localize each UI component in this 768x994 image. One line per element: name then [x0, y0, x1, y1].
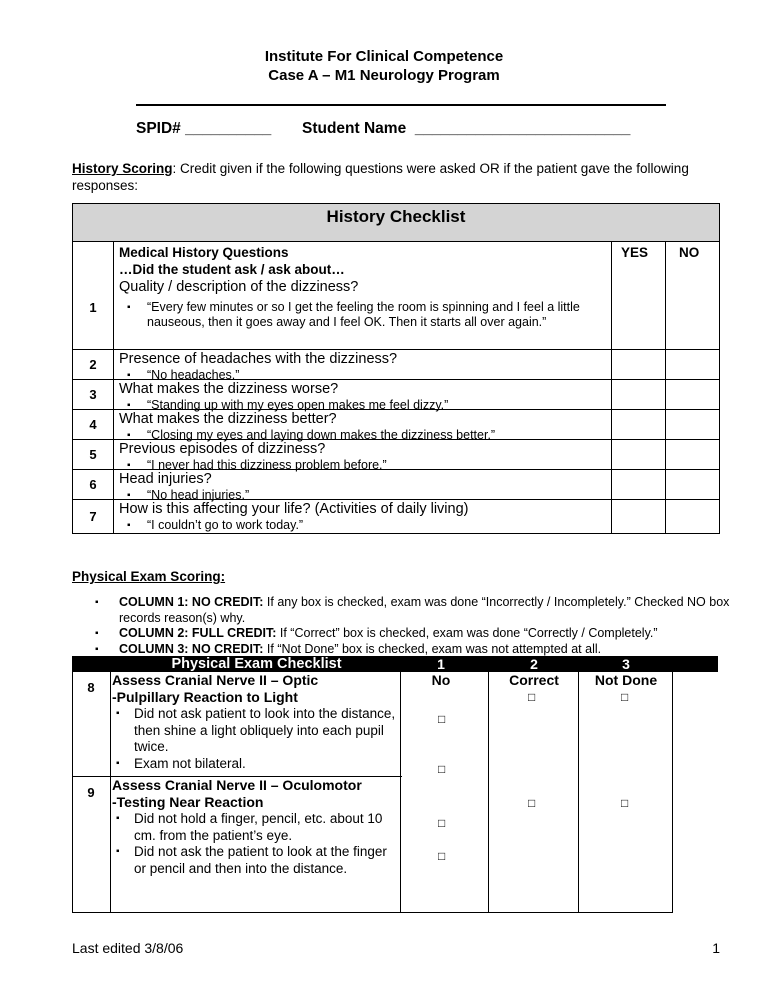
physical-exam-scoring-label: Physical Exam Scoring:: [72, 569, 226, 584]
yes-column-header: YES: [621, 245, 649, 260]
patient-response: ▪ “I couldn’t go to work today.”: [119, 518, 609, 533]
checkbox-8-correct[interactable]: □: [528, 690, 536, 704]
col3-label: Not Done: [594, 672, 658, 688]
exam-row-number: 8: [87, 680, 95, 695]
exam-item-9: [112, 777, 398, 877]
patient-response: ▪ “No head injuries.”: [119, 488, 609, 503]
checkbox-8-not-done[interactable]: □: [621, 690, 629, 704]
col2-label: Correct: [509, 672, 559, 688]
exam-bullet: ▪ Did not hold a finger, pencil, etc. about 10 cm. from the patient’s eye.: [112, 811, 398, 844]
row-number: 4: [89, 417, 97, 432]
col3-number: 3: [622, 656, 630, 672]
exam-bullet: ▪ Did not ask patient to look into the distance, then shine a light obliquely into each pupil twice.: [112, 706, 398, 756]
exam-bullet: ▪ Did not ask the patient to look at the finger or pencil and then into the distance.: [112, 844, 398, 877]
checkbox-9-no-1[interactable]: □: [438, 816, 446, 830]
row-number: 1: [89, 300, 97, 315]
exam-subheading: -Pulpillary Reaction to Light: [112, 689, 298, 705]
patient-response: ▪ “Closing my eyes and laying down makes the dizziness better.”: [119, 428, 609, 443]
page-number: 1: [712, 940, 720, 956]
checkbox-9-correct[interactable]: □: [528, 796, 536, 810]
history-scoring-note: [72, 160, 712, 194]
patient-response: ▪ “Standing up with my eyes open makes me feel dizzy.”: [119, 398, 609, 413]
scoring-item: ▪ COLUMN 2: FULL CREDIT: If “Correct” box is checked, exam was done “Correctly / Completely.”: [95, 626, 735, 642]
history-row-5: [73, 439, 719, 472]
row-number: 2: [89, 357, 97, 372]
question-text: Previous episodes of dizziness?: [119, 441, 326, 457]
question-text: Quality / description of the dizziness?: [119, 279, 359, 295]
exam-heading: Assess Cranial Nerve II – Optic: [112, 672, 319, 688]
row-number: 7: [89, 509, 97, 524]
checkbox-9-not-done[interactable]: □: [621, 796, 629, 810]
patient-response: ▪ “No headaches.”: [119, 368, 609, 383]
patient-response: ▪ “I never had this dizziness problem before.”: [119, 458, 609, 473]
question-text: What makes the dizziness worse?: [119, 381, 339, 397]
exam-subheading: -Testing Near Reaction: [112, 794, 264, 810]
checkbox-9-no-2[interactable]: □: [438, 849, 446, 863]
history-checklist-table: [72, 203, 720, 534]
exam-row-number: 9: [87, 785, 95, 800]
question-text: What makes the dizziness better?: [119, 411, 337, 427]
physical-exam-scoring-list: [95, 595, 735, 657]
row-number: 5: [89, 447, 97, 462]
student-name-field[interactable]: Student Name _________________________: [302, 120, 631, 137]
patient-response: ▪ “Every few minutes or so I get the feeling the room is spinning and I feel a little nauseous, then it goes away and I feel OK. Then it starts all over again.”: [119, 300, 609, 330]
history-row-7: [73, 499, 719, 533]
exam-bullet: ▪ Exam not bilateral.: [112, 756, 398, 773]
history-row-3: [73, 379, 719, 412]
exam-item-8: [112, 672, 398, 772]
no-column-header: NO: [679, 245, 700, 260]
history-row-2: [73, 349, 719, 382]
org-title: Institute For Clinical Competence: [264, 48, 504, 65]
case-title: Case A – M1 Neurology Program: [268, 67, 500, 84]
question-text: Presence of headaches with the dizziness?: [119, 351, 398, 367]
question-text: How is this affecting your life? (Activities of daily living): [119, 501, 469, 517]
question-text: Head injuries?: [119, 471, 212, 487]
history-row-4: [73, 409, 719, 442]
history-scoring-text: : Credit given if the following questions were asked OR if the patient gave the following responses:: [72, 161, 689, 193]
history-row-6: [73, 469, 719, 502]
scoring-item: ▪ COLUMN 1: NO CREDIT: If any box is checked, exam was done “Incorrectly / Incompletely.” Checked NO box records reason(s) why.: [95, 595, 735, 626]
checkbox-8-no-2[interactable]: □: [438, 762, 446, 776]
history-scoring-label: History Scoring: [72, 161, 173, 176]
physical-exam-checklist-title: Physical Exam Checklist: [171, 656, 342, 672]
checkbox-8-no-1[interactable]: □: [438, 712, 446, 726]
col2-number: 2: [530, 656, 538, 672]
exam-heading: Assess Cranial Nerve II – Oculomotor: [112, 777, 362, 793]
last-edited: Last edited 3/8/06: [72, 940, 184, 956]
col1-number: 1: [437, 656, 445, 672]
questions-column-subheader: …Did the student ask / ask about…: [119, 262, 345, 277]
physical-exam-checklist-table: [72, 656, 718, 912]
history-row-1: [73, 242, 719, 349]
row-number: 3: [89, 387, 97, 402]
questions-column-header: Medical History Questions: [119, 245, 289, 260]
col1-label: No: [431, 672, 451, 688]
row-number: 6: [89, 477, 97, 492]
scoring-item: ▪ COLUMN 3: NO CREDIT: If “Not Done” box is checked, exam was not attempted at all.: [95, 642, 735, 658]
history-checklist-title: History Checklist: [73, 204, 719, 242]
spid-field[interactable]: SPID# __________: [136, 120, 272, 137]
title-rule: [136, 104, 666, 106]
